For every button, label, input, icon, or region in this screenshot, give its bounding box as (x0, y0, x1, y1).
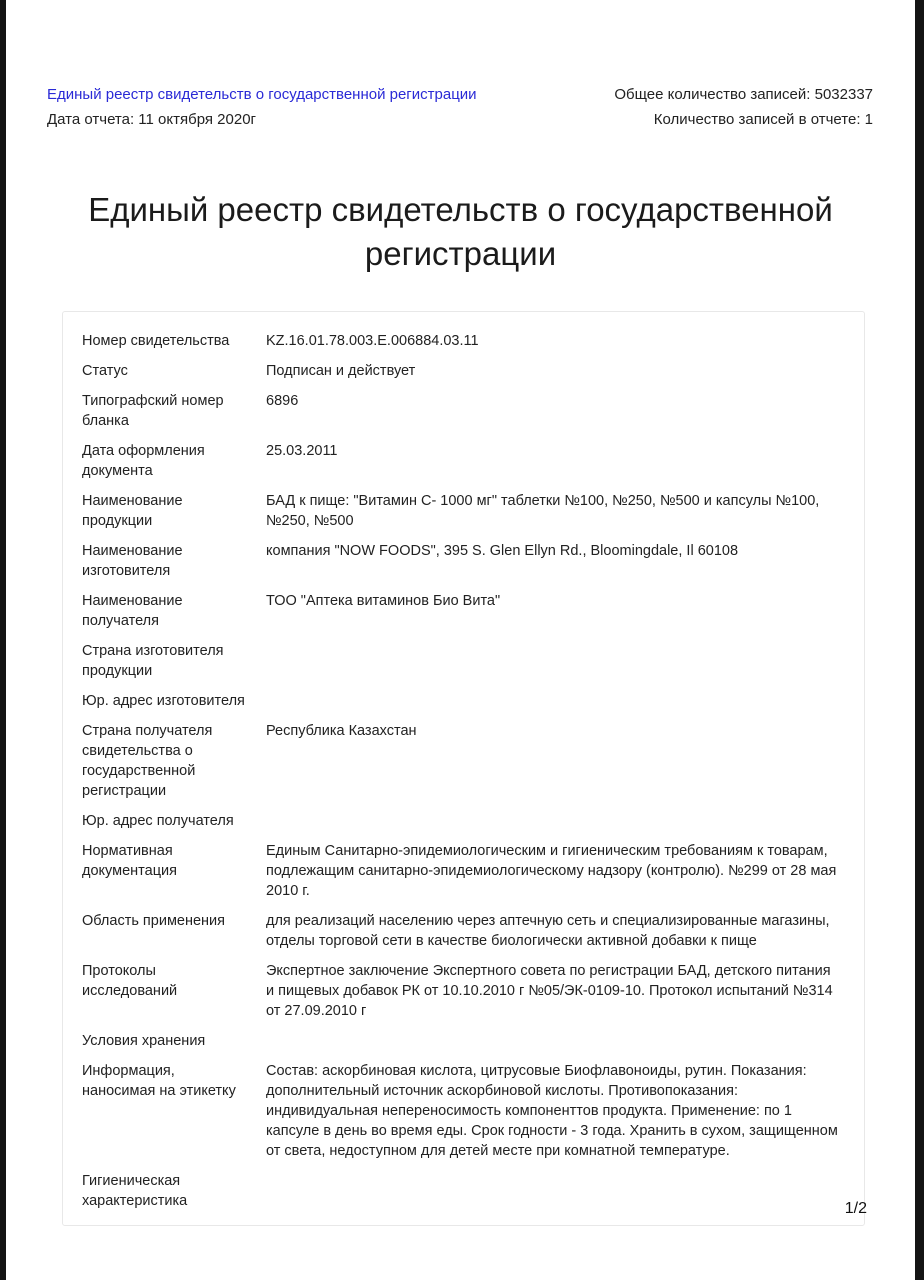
field-label: Протоколы исследований (82, 963, 178, 1000)
field-label: Страна получателя свидетельства о государственной регистрации (82, 723, 213, 800)
record-row-4 (82, 491, 842, 531)
field-label: Информация, наносимая на этикетку (82, 1063, 236, 1100)
record-row-9 (82, 721, 842, 801)
record-row-13 (82, 961, 842, 1021)
field-label: Наименование изготовителя (82, 543, 183, 580)
field-label: Нормативная документация (82, 843, 177, 880)
record-row-10 (82, 811, 842, 831)
field-label: Дата оформления документа (82, 443, 205, 480)
record-row-5 (82, 541, 842, 581)
field-label: Страна изготовителя продукции (82, 643, 224, 680)
field-value (266, 1031, 842, 1051)
record-row-16 (82, 1171, 842, 1211)
record-row-0 (82, 331, 842, 351)
field-label: Номер свидетельства (82, 333, 230, 350)
record-row-7 (82, 641, 842, 681)
field-label: Наименование получателя (82, 593, 183, 630)
field-value: Состав: аскорбиновая кислота, цитрусовые Биофлавоноиды, рутин. Показания: дополнительный источник аскорбиновой кислоты. Противопоказания: индивидуальная непереносимость компоненттов продукта. Применение: по 1 капсуле в день во время еды. Срок годности - 3 года. Хранить в сухом, защищенном от света, недоступном для детей месте при комнатной температуре. (266, 1063, 838, 1160)
field-value: Подписан и действует (266, 363, 416, 380)
field-value: Республика Казахстан (266, 723, 417, 740)
field-value: 25.03.2011 (266, 443, 338, 460)
field-value: для реализаций населению через аптечную сеть и специализированные магазины, отделы торговой сети в качестве биологически активной добавки к пище (266, 913, 830, 950)
field-value: БАД к пище: "Витамин С- 1000 мг" таблетки №100, №250, №500 и капсулы №100, №250, №500 (266, 493, 820, 530)
field-label: Юр. адрес получателя (82, 813, 234, 830)
record-row-15 (82, 1061, 842, 1161)
field-value (266, 1171, 842, 1211)
field-value: Единым Санитарно-эпидемиологическим и гигиеническим требованиям к товарам, подлежащим санитарно-эпидемиологическому надзору (контролю). №299 от 28 мая 2010 г. (266, 843, 837, 900)
field-value (266, 691, 842, 711)
record-card (62, 311, 865, 1226)
registry-link[interactable]: Единый реестр свидетельств о государственной регистрации (47, 86, 477, 103)
record-row-6 (82, 591, 842, 631)
record-row-8 (82, 691, 842, 711)
field-value (266, 641, 842, 681)
field-value: 6896 (266, 393, 299, 410)
field-label: Статус (82, 363, 128, 380)
record-row-11 (82, 841, 842, 901)
record-row-14 (82, 1031, 842, 1051)
records-in-report: Количество записей в отчете: 1 (653, 111, 873, 128)
record-row-2 (82, 391, 842, 431)
field-label: Юр. адрес изготовителя (82, 693, 245, 710)
field-label: Гигиеническая характеристика (82, 1173, 188, 1210)
field-value: ТОО "Аптека витаминов Био Вита" (266, 593, 501, 610)
total-records: Общее количество записей: 5032337 (614, 86, 873, 103)
field-value: Экспертное заключение Экспертного совета по регистрации БАД, детского питания и пищевых добавок РК от 10.10.2010 г №05/ЭК-0109-10. Протокол испытаний №314 от 27.09.2010 г (266, 963, 833, 1020)
page-number: 1/2 (844, 1200, 867, 1217)
report-header-left (47, 82, 477, 132)
field-value: KZ.16.01.78.003.E.006884.03.11 (266, 333, 479, 350)
report-header (6, 0, 915, 132)
record-row-3 (82, 441, 842, 481)
field-label: Наименование продукции (82, 493, 183, 530)
report-date: Дата отчета: 11 октября 2020г (47, 111, 257, 128)
record-row-12 (82, 911, 842, 951)
report-header-right (614, 82, 873, 132)
field-label: Условия хранения (82, 1033, 206, 1050)
field-label: Типографский номер бланка (82, 393, 224, 430)
page-title: Единый реестр свидетельств о государственной регистрации (88, 191, 833, 272)
field-value: компания "NOW FOODS", 395 S. Glen Ellyn Rd., Bloomingdale, Il 60108 (266, 543, 739, 560)
record-row-1 (82, 361, 842, 381)
field-value (266, 811, 842, 831)
field-label: Область применения (82, 913, 226, 930)
